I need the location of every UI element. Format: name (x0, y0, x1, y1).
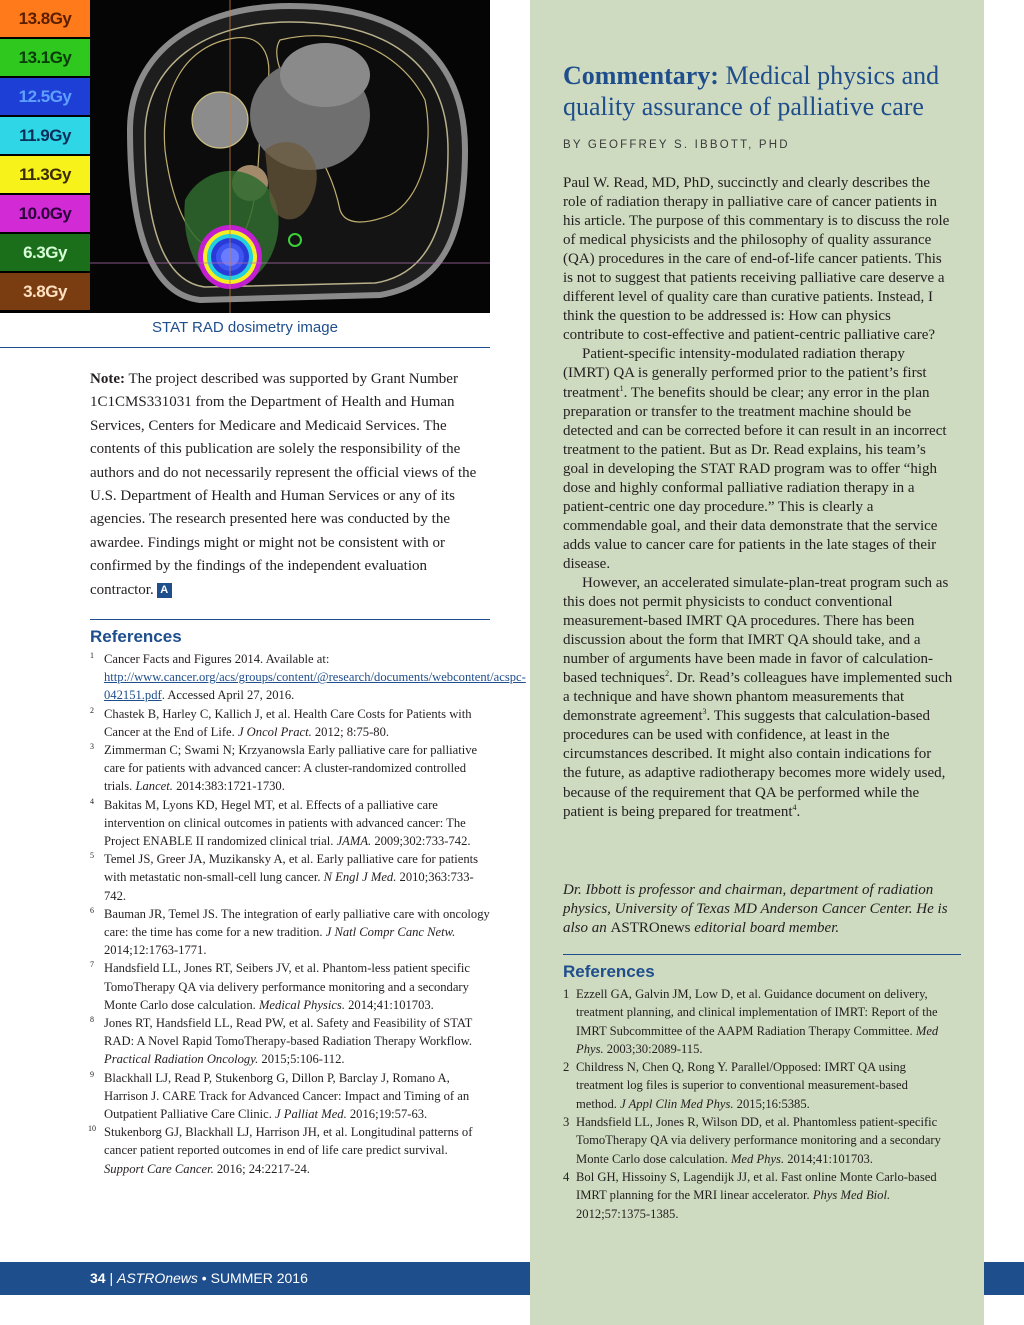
citation-mark: 2 (665, 669, 670, 679)
text-run: . The benefits should be clear; any error in the plan preparation or transfer to the treatment machine should be detected and can be corrected before it can result in an incorrect treatment to the patient. But as Dr. Read explains, his team’s goal in developing the STAT RAD program was to offer “high dose and highly conformal palliative radiation therapy in a patient-centric one day procedure.” This is clearly a commendable goal, and their data demonstrate that the service adds value to cancer care for patients in the late stages of their disease. (563, 384, 947, 572)
reference-item (563, 985, 948, 1058)
reference-number: 7 (90, 960, 94, 970)
reference-text: 2014;41:101703. (344, 997, 434, 1012)
right-references-list (563, 985, 948, 1223)
reference-number: 3 (90, 742, 94, 752)
reference-number: 4 (90, 796, 94, 806)
reference-text: 2014:383:1721-1730. (172, 779, 285, 794)
reference-number: 1 (90, 651, 94, 660)
reference-journal: Medical Physics. (258, 997, 345, 1012)
author-bio (563, 881, 958, 939)
reference-number: 2 (90, 705, 94, 715)
reference-item (563, 1168, 948, 1223)
figure-caption: STAT RAD dosimetry image (152, 319, 338, 336)
reference-text: 2015;5:106-112. (258, 1052, 345, 1067)
reference-text: Temel JS, Greer JA, Muzikansky A, et al. Early palliative care for patients with metastatic non-small-cell lung cancer. (104, 852, 479, 885)
paragraph (563, 345, 953, 574)
reference-text: 2009;302:733-742. (371, 834, 471, 849)
reference-number: 5 (90, 851, 94, 861)
astro-logo-icon: A (157, 583, 172, 598)
bio-text: editorial board member. (690, 920, 840, 937)
reference-number: 2 (563, 1060, 570, 1075)
reference-journal: Phys Med Biol. (812, 1188, 891, 1203)
reference-link[interactable]: http://www.cancer.org/acs/groups/content/@research/documents/webcontent/acspc-042151.pdf (104, 670, 526, 703)
footer-separator: • (197, 1270, 211, 1286)
reference-text: Handsfield LL, Jones RT, Seibers JV, et al. Phantom-less patient specific TomoTherapy QA via delivery performance monitoring and a secondary Monte Carlo dose calculation. (104, 961, 471, 1012)
text-run: However, an accelerated simulate-plan-treat program such as this does not permit physicists to conduct conventional measurement-based IMRT QA procedures. There has been discussion about the form that IMRT QA should take, and a number of arguments have been made in favor of calculation-based techniques (563, 574, 949, 687)
footer-separator: | (105, 1270, 117, 1286)
note-label: Note: (90, 371, 125, 387)
legend-item-10-0: 10.0Gy (0, 195, 90, 232)
reference-text: 2012;57:1375-1385. (576, 1206, 679, 1221)
ct-scan-image (90, 0, 490, 313)
dosimetry-figure (0, 0, 490, 313)
text-run: . (796, 803, 801, 820)
reference-text: Stukenborg GJ, Blackhall LJ, Harrison JH, et al. Longitudinal patterns of cancer patient reported outcomes in end of life care predict survival. (104, 1125, 473, 1158)
reference-journal: J Oncol Pract. (237, 724, 312, 739)
legend-item-6-3: 6.3Gy (0, 234, 90, 271)
reference-number: 6 (90, 905, 94, 915)
issue-label: SUMMER 2016 (210, 1270, 308, 1286)
text-run: . Dr. Read’s colleagues have implemented such a technique and have shown phantom measurements that demonstrate agreement (563, 670, 953, 725)
reference-item (90, 705, 490, 741)
commentary-body (563, 174, 953, 822)
legend-item-13-1: 13.1Gy (0, 39, 90, 76)
reference-journal: J Palliat Med. (275, 1107, 347, 1122)
legend-item-11-9: 11.9Gy (0, 117, 90, 154)
reference-journal: Med Phys. (730, 1151, 785, 1166)
reference-journal: JAMA. (336, 834, 372, 849)
reference-text: Jones RT, Handsfield LL, Read PW, et al. Safety and Feasibility of STAT RAD: A Novel Rapid TomoTherapy-based Radiation Therapy Workflow. (104, 1016, 473, 1049)
text-run: Patient-specific intensity-modulated radiation therapy (IMRT) QA is generally performed prior to the patient’s first treatment (563, 346, 927, 401)
legend-item-12-5: 12.5Gy (0, 78, 90, 115)
reference-text: Bol GH, Hissoiny S, Lagendijk JJ, et al. Fast online Monte Carlo-based IMRT planning for the MRI linear accelerator. (576, 1169, 937, 1203)
reference-journal: Practical Radiation Oncology. (104, 1052, 259, 1067)
reference-number: 1 (563, 987, 570, 1001)
reference-text: 2003;30:2089-115. (603, 1041, 703, 1056)
reference-journal: N Engl J Med. (323, 870, 397, 885)
title-label: Commentary: (563, 61, 719, 90)
legend-item-11-3: 11.3Gy (0, 156, 90, 193)
text-run: . This suggests that calculation-based procedures can be used with confidence, at least in the circumstances described. It might also contain indications for the future, as adaptive radiotherapy becomes more widely used, because of the requirement that QA be performed while the patient is being prepared for treatment (563, 708, 946, 820)
reference-text: Cancer Facts and Figures 2014. Available at: (104, 652, 330, 666)
reference-item (90, 905, 490, 960)
title-text: Medical physics and quality assurance of palliative care (563, 61, 940, 121)
reference-number: 3 (563, 1115, 570, 1130)
reference-text: Zimmerman C; Swami N; Krzyanowsla Early palliative care for palliative care for patients with advanced cancer: A cluster-randomized controlled trials. (104, 743, 478, 794)
note-text: The project described was supported by Grant Number 1C1CMS331031 from the Department of Health and Human Services, Centers for Medicare and Medicaid Services. The contents of this publication are solely the responsibility of the authors and do not necessarily represent the official views of the U.S. Department of Health and Human Services or any of its agencies. The research presented here was conducted by the awardee. Findings might or might not be consistent with or confirmed by the findings of the independent evaluation contractor. (90, 371, 477, 598)
note-divider (90, 619, 490, 620)
page-number: 34 (90, 1270, 106, 1286)
dose-legend (0, 0, 90, 313)
grant-note (90, 368, 485, 602)
reference-journal: J Appl Clin Med Phys. (620, 1096, 734, 1111)
reference-item (90, 1014, 490, 1069)
reference-text: 2010;363:733-742. (104, 870, 474, 903)
reference-text: 2016;19:57-63. (346, 1107, 428, 1122)
commentary-title (563, 60, 963, 122)
reference-number: 8 (90, 1015, 94, 1025)
reference-item (90, 796, 490, 851)
reference-text: 2012; 8:75-80. (311, 724, 390, 739)
reference-item (90, 850, 490, 905)
left-references-list (88, 650, 526, 1178)
reference-text: Bauman JR, Temel JS. The integration of early palliative care with oncology care: the time has come for a new tradition. (104, 906, 490, 940)
reference-item (90, 1123, 490, 1178)
reference-journal: Support Care Cancer. (104, 1161, 214, 1176)
footer-panel-gap (530, 1262, 984, 1295)
reference-journal: J Natl Compr Canc Netw. (325, 925, 456, 940)
reference-text: 2015;16:5385. (733, 1096, 810, 1111)
reference-text: 2016; 24:2217-24. (213, 1161, 310, 1176)
reference-journal: Lancet. (135, 779, 173, 794)
paragraph (563, 574, 953, 822)
reference-item (90, 959, 490, 1014)
reference-text: . Accessed April 27, 2016. (161, 688, 295, 703)
citation-mark: 1 (619, 383, 624, 393)
publication-name: ASTROnews (117, 1270, 198, 1286)
bio-publication: ASTROnews (610, 920, 691, 937)
reference-number: 9 (90, 1069, 94, 1079)
bio-divider (563, 954, 961, 955)
reference-journal: Med Phys. (576, 1023, 939, 1056)
citation-mark: 3 (702, 707, 707, 717)
reference-text: Bakitas M, Lyons KD, Hegel MT, et al. Effects of a palliative care intervention on clinical outcomes in patients with advanced cancer: The Project ENABLE II randomized clinical trial. (104, 797, 466, 849)
reference-item (563, 1058, 948, 1113)
legend-item-13-8: 13.8Gy (0, 0, 90, 37)
byline: BY GEOFFREY S. IBBOTT, PHD (563, 139, 790, 151)
bio-text: Dr. Ibbott is professor and chairman, department of radiation physics, University of Texas MD Anderson Cancer Center. He is also an (563, 882, 948, 937)
reference-text: Childress N, Chen Q, Rong Y. Parallel/Opposed: IMRT QA using treatment log files is superior to conventional measurement-based method. (576, 1060, 908, 1111)
reference-text: Handsfield LL, Jones R, Wilson DD, et al. Phantomless patient-specific TomoTherapy QA via delivery performance monitoring and a secondary Monte Carlo dose calculation. (576, 1115, 941, 1166)
reference-number: 10 (88, 1124, 96, 1134)
reference-item (90, 741, 490, 796)
paragraph: Paul W. Read, MD, PhD, succinctly and clearly describes the role of radiation therapy in palliative care of cancer patients in his article. The purpose of this commentary is to discuss the role of medical physicists and the philosophy of quality assurance (QA) procedures in the care of end-of-life cancer patients. This is not to suggest that patients receiving palliative care deserve a different level of quality care than curative patients. Instead, I think the question to be addressed is: How can physics contribute to cost-effective and patient-centric palliative care? (563, 175, 950, 344)
right-references-heading: References (563, 962, 655, 981)
reference-text: 2014;41:101703. (784, 1151, 873, 1166)
reference-number: 4 (563, 1169, 570, 1184)
footer-text (90, 1270, 308, 1286)
citation-mark: 4 (792, 802, 797, 812)
reference-text: Ezzell GA, Galvin JM, Low D, et al. Guidance document on delivery, treatment planning, and clinical implementation of IMRT: Report of the IMRT Subcommittee of the AAPM Radiation Therapy Committee. (576, 987, 938, 1038)
reference-text: Blackhall LJ, Read P, Stukenborg G, Dillon P, Barclay J, Romano A, Harrison J. CARE Track for Advanced Cancer: Impact and Timing of an Outpatient Palliative Care Clinic. (104, 1070, 470, 1122)
reference-text: 2014;12:1763-1771. (104, 943, 207, 958)
reference-item (90, 650, 526, 705)
reference-item (563, 1113, 948, 1168)
caption-divider (0, 347, 490, 348)
reference-text: Chastek B, Harley C, Kallich J, et al. Health Care Costs for Patients with Cancer at the End of Life. (104, 706, 472, 739)
left-references-heading: References (90, 627, 182, 646)
reference-item (90, 1069, 490, 1124)
legend-item-3-8: 3.8Gy (0, 273, 90, 310)
